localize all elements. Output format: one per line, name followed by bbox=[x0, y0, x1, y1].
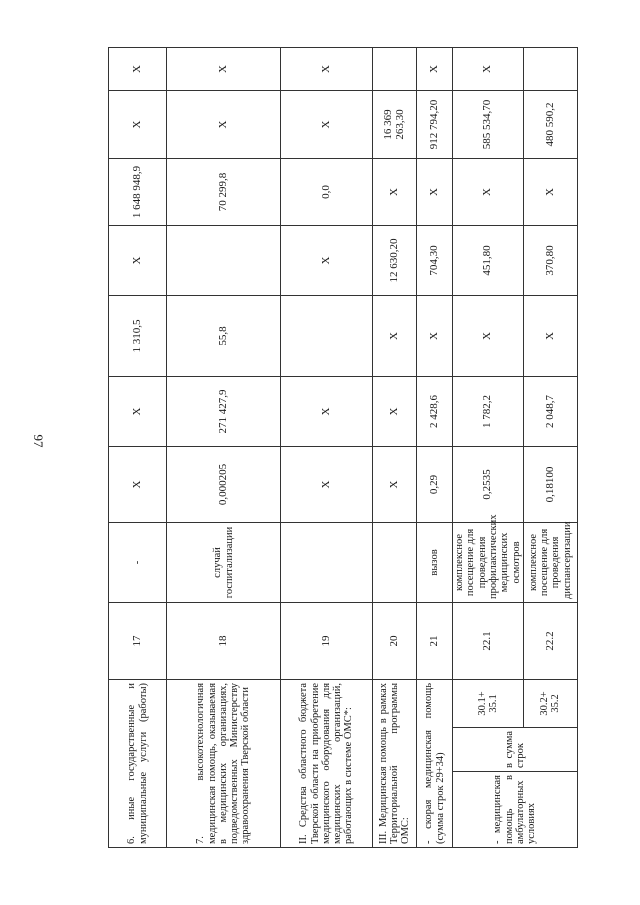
table-row bbox=[453, 47, 524, 847]
value-cell: 55,8 bbox=[167, 295, 281, 376]
value-cell: 1 648 948,9 bbox=[109, 158, 167, 225]
value-cell: X bbox=[523, 295, 577, 376]
budget-table bbox=[108, 47, 578, 848]
value-cell: 704,30 bbox=[417, 225, 453, 295]
group-sum-label: в сумма строк bbox=[453, 728, 578, 772]
value-cell: X bbox=[109, 47, 167, 90]
value-cell: X bbox=[523, 158, 577, 225]
unit-cell: - bbox=[109, 522, 167, 602]
value-cell: 16 369 263,30 bbox=[373, 90, 417, 158]
row-number: 22.2 bbox=[523, 602, 577, 679]
value-cell: 0,0 bbox=[281, 158, 373, 225]
row-reference: 30.2+ 35.2 bbox=[523, 679, 577, 727]
value-cell: X bbox=[109, 225, 167, 295]
value-cell: X bbox=[373, 376, 417, 446]
value-cell: 0,18100 bbox=[523, 446, 577, 522]
table-row bbox=[523, 47, 577, 847]
value-cell: 2 428,6 bbox=[417, 376, 453, 446]
value-cell: X bbox=[453, 158, 524, 225]
page-number: 97 bbox=[31, 434, 46, 448]
row-number: 21 bbox=[417, 602, 453, 679]
table-row bbox=[109, 47, 167, 847]
value-cell: 0,2535 bbox=[453, 446, 524, 522]
value-cell: X bbox=[373, 295, 417, 376]
value-cell: 451,80 bbox=[453, 225, 524, 295]
value-cell: X bbox=[417, 295, 453, 376]
row-label: III. Медицинская помощь в рамках Территориальной программы ОМС: bbox=[373, 679, 417, 847]
row-number: 22.1 bbox=[453, 602, 524, 679]
value-cell bbox=[373, 47, 417, 90]
value-cell bbox=[523, 47, 577, 90]
unit-cell: вызов bbox=[417, 522, 453, 602]
row-reference: 30.1+ 35.1 bbox=[453, 679, 524, 727]
value-cell: X bbox=[417, 158, 453, 225]
table-row bbox=[281, 47, 373, 847]
value-cell: 70 299,8 bbox=[167, 158, 281, 225]
value-cell: 585 534,70 bbox=[453, 90, 524, 158]
row-label: - скорая медицинская помощь (сумма строк 29+34) bbox=[417, 679, 453, 847]
value-cell: X bbox=[281, 47, 373, 90]
row-number: 19 bbox=[281, 602, 373, 679]
value-cell: 2 048,7 bbox=[523, 376, 577, 446]
unit-cell bbox=[373, 522, 417, 602]
value-cell: X bbox=[281, 90, 373, 158]
value-cell: 0,29 bbox=[417, 446, 453, 522]
value-cell: 12 630,20 bbox=[373, 225, 417, 295]
value-cell: 1 310,5 bbox=[109, 295, 167, 376]
table-row bbox=[417, 47, 453, 847]
value-cell: 0,000205 bbox=[167, 446, 281, 522]
value-cell: X bbox=[109, 90, 167, 158]
value-cell: X bbox=[417, 47, 453, 90]
row-label: 7. высокотехнологичная медицинская помощь, оказываемая в медицинских организациях, подведомственных Министерству здравоохранения Тверской области bbox=[167, 679, 281, 847]
unit-cell bbox=[281, 522, 373, 602]
value-cell: X bbox=[373, 446, 417, 522]
value-cell: X bbox=[453, 295, 524, 376]
unit-cell: комплексное посещение для проведения профилактических медицинских осмотров bbox=[453, 522, 524, 602]
value-cell: X bbox=[167, 90, 281, 158]
value-cell: X bbox=[281, 225, 373, 295]
row-number: 18 bbox=[167, 602, 281, 679]
value-cell: X bbox=[281, 446, 373, 522]
value-cell bbox=[167, 225, 281, 295]
table-row bbox=[167, 47, 281, 847]
group-label: - медицинская помощь в амбулаторных условиях bbox=[453, 772, 578, 848]
row-label: 6. иные государственные и муниципальные услуги (работы) bbox=[109, 679, 167, 847]
value-cell: X bbox=[109, 376, 167, 446]
value-cell: 912 794,20 bbox=[417, 90, 453, 158]
value-cell: 480 590,2 bbox=[523, 90, 577, 158]
row-label: II. Средства областного бюджета Тверской области на приобретение медицинского оборудования для медицинских организаций, работающих в системе ОМС*: bbox=[281, 679, 373, 847]
value-cell: 1 782,2 bbox=[453, 376, 524, 446]
row-number: 17 bbox=[109, 602, 167, 679]
value-cell: X bbox=[373, 158, 417, 225]
table-row bbox=[373, 47, 417, 847]
value-cell: 271 427,9 bbox=[167, 376, 281, 446]
value-cell bbox=[281, 295, 373, 376]
rotated-table-container bbox=[108, 48, 573, 848]
value-cell: X bbox=[281, 376, 373, 446]
unit-cell: комплексное посещение для проведения диспансеризации bbox=[523, 522, 577, 602]
value-cell: X bbox=[109, 446, 167, 522]
value-cell: 370,80 bbox=[523, 225, 577, 295]
value-cell: X bbox=[453, 47, 524, 90]
unit-cell: случай госпитализации bbox=[167, 522, 281, 602]
value-cell: X bbox=[167, 47, 281, 90]
row-number: 20 bbox=[373, 602, 417, 679]
